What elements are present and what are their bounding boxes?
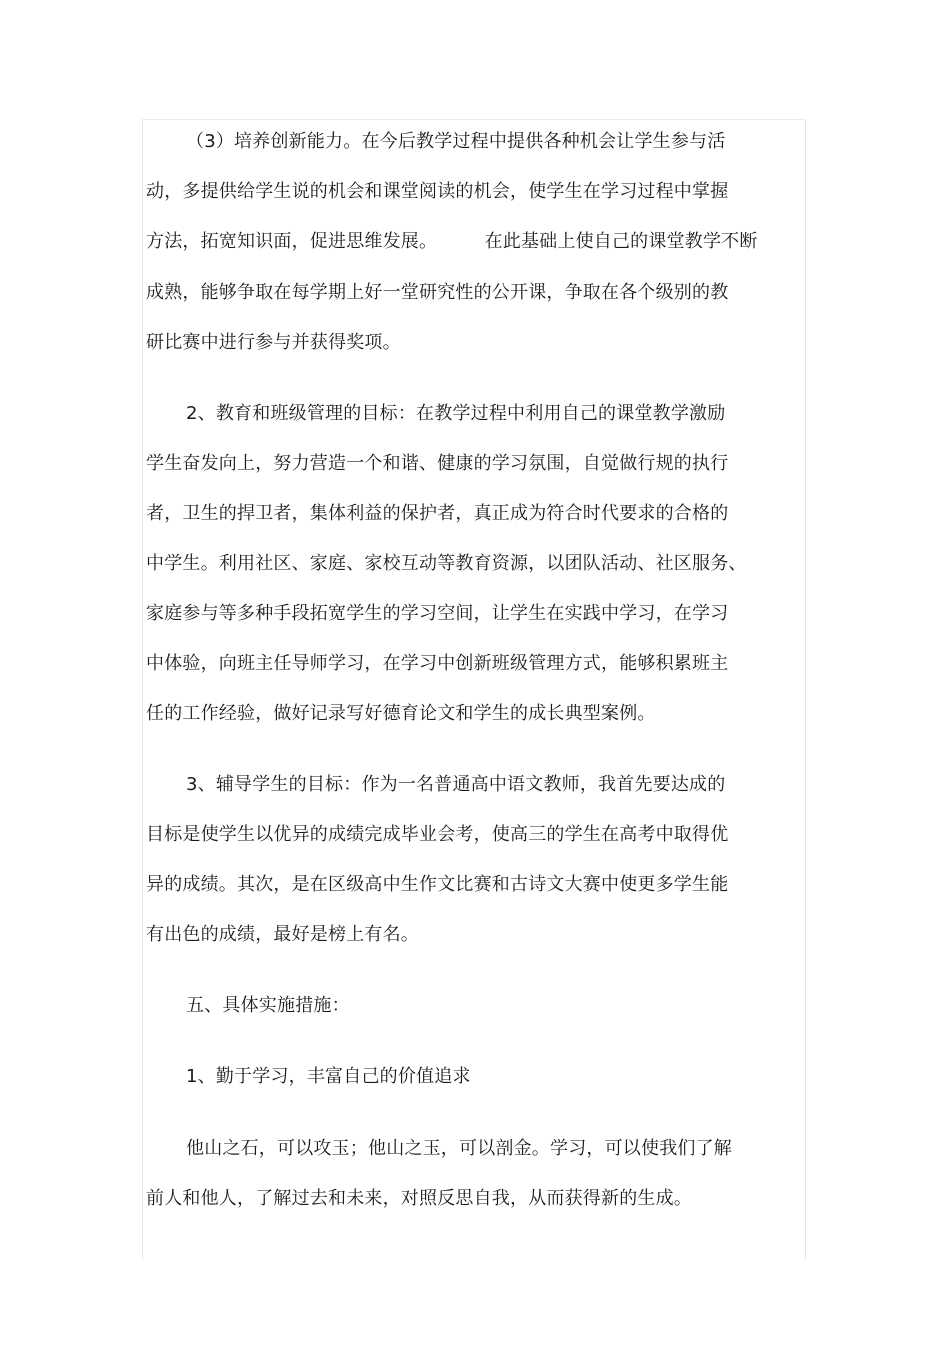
section-heading: 五、具体实施措施： xyxy=(186,995,350,1016)
paragraph-6-line-1: 他山之石，可以攻玉；他山之玉，可以剖金。学习，可以使我们了解 xyxy=(186,1138,732,1159)
subsection-heading: 1、勤于学习，丰富自己的价值追求 xyxy=(186,1066,471,1087)
paragraph-6-line-2: 前人和他人，了解过去和未来，对照反思自我，从而获得新的生成。 xyxy=(146,1188,692,1209)
paragraph-3-line-2: 目标是使学生以优异的成绩完成毕业会考，使高三的学生在高考中取得优 xyxy=(146,824,729,845)
paragraph-1-line-3: 方法，拓宽知识面，促进思维发展。 在此基础上使自己的课堂教学不断 xyxy=(146,231,758,252)
paragraph-2-line-6: 中体验，向班主任导师学习，在学习中创新班级管理方式，能够积累班主 xyxy=(146,653,729,674)
paragraph-2-line-3: 者，卫生的捍卫者，集体利益的保护者，真正成为符合时代要求的合格的 xyxy=(146,503,729,524)
paragraph-2-line-5: 家庭参与等多种手段拓宽学生的学习空间，让学生在实践中学习，在学习 xyxy=(146,603,729,624)
paragraph-2-line-2: 学生奋发向上，努力营造一个和谐、健康的学习氛围，自觉做行规的执行 xyxy=(146,453,729,474)
paragraph-1-line-2: 动，多提供给学生说的机会和课堂阅读的机会，使学生在学习过程中掌握 xyxy=(146,181,729,202)
paragraph-1-line-4: 成熟，能够争取在每学期上好一堂研究性的公开课，争取在各个级别的教 xyxy=(146,282,729,303)
paragraph-1-line-5: 研比赛中进行参与并获得奖项。 xyxy=(146,332,401,353)
paragraph-2-line-4: 中学生。利用社区、家庭、家校互动等教育资源，以团队活动、社区服务、 xyxy=(146,553,747,574)
paragraph-1-line-1: （3）培养创新能力。在今后教学过程中提供各种机会让学生参与活 xyxy=(186,131,726,152)
paragraph-2-line-1: 2、教育和班级管理的目标：在教学过程中利用自己的课堂教学激励 xyxy=(186,403,726,424)
paragraph-3-line-4: 有出色的成绩，最好是榜上有名。 xyxy=(146,924,419,945)
paragraph-3-line-1: 3、辅导学生的目标：作为一名普通高中语文教师，我首先要达成的 xyxy=(186,774,726,795)
paragraph-3-line-3: 异的成绩。其次，是在区级高中生作文比赛和古诗文大赛中使更多学生能 xyxy=(146,874,729,895)
paragraph-2-line-7: 任的工作经验，做好记录写好德育论文和学生的成长典型案例。 xyxy=(146,703,656,724)
